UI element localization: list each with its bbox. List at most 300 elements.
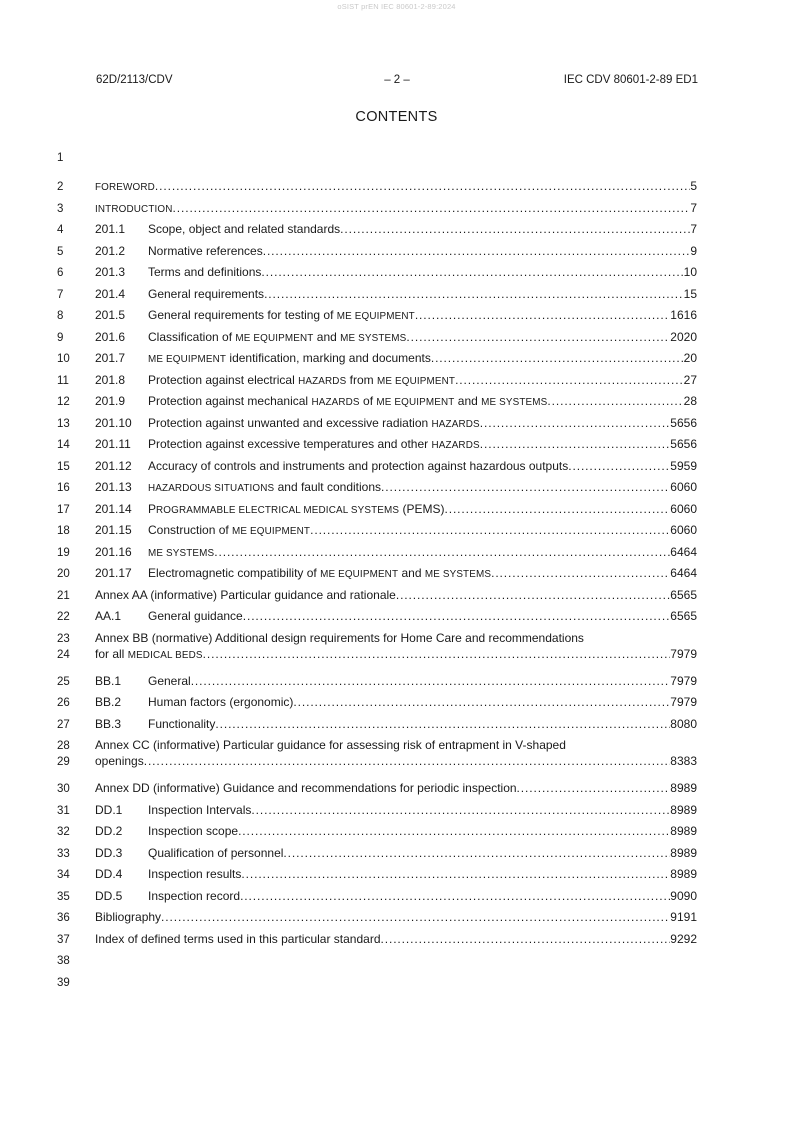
- entry-text: Human factors (ergonomic): [148, 695, 294, 709]
- line-number: 24: [57, 648, 70, 661]
- page-number: 9090: [670, 888, 697, 903]
- dot-leader: [455, 374, 684, 386]
- page-number: 7: [690, 200, 697, 215]
- toc-entry[interactable]: [0, 631, 793, 647]
- defined-term: INTRODUCTION: [95, 203, 173, 215]
- line-number: 12: [57, 396, 70, 408]
- entry-text: Qualification of personnel: [148, 845, 284, 860]
- line-number: 23: [57, 632, 70, 645]
- dot-leader: [431, 352, 684, 364]
- entry-title: [95, 179, 155, 193]
- header-page-marker: – 2 –: [384, 74, 410, 86]
- defined-term: P: [148, 501, 157, 516]
- entry-title: [148, 244, 263, 258]
- entry-body: [95, 201, 697, 215]
- entry-title: [148, 287, 264, 301]
- toc-entry[interactable]: [0, 910, 793, 932]
- dot-leader: [480, 438, 671, 450]
- toc-entry[interactable]: [0, 846, 793, 868]
- line-number: 5: [57, 245, 64, 258]
- page-number: 9: [690, 243, 697, 258]
- line-number: 36: [57, 912, 70, 924]
- entry-body: [95, 803, 697, 817]
- entry-body: [95, 523, 697, 537]
- toc-entry[interactable]: [0, 287, 793, 309]
- entry-body: [95, 781, 697, 795]
- clause-number: DD.4: [95, 867, 123, 881]
- toc-entry[interactable]: [0, 695, 793, 717]
- dot-leader: [261, 266, 683, 278]
- defined-term: ME SYSTEMS: [424, 569, 492, 580]
- line-number: 16: [57, 482, 70, 494]
- toc-entry[interactable]: [0, 867, 793, 889]
- line-number: 32: [57, 826, 70, 838]
- defined-term: ME EQUIPMENT: [376, 397, 455, 408]
- dot-leader: [396, 589, 670, 601]
- entry-title: [148, 545, 214, 559]
- entry-body: [95, 351, 697, 365]
- page-number: 8989: [670, 824, 697, 838]
- page-number: 7979: [670, 673, 697, 688]
- toc-entry[interactable]: [0, 394, 793, 416]
- toc-entry[interactable]: [0, 502, 793, 524]
- entry-text: from: [346, 372, 377, 387]
- entry-title: [148, 351, 431, 365]
- page-number: 6464: [670, 544, 697, 559]
- line-number: 8: [57, 310, 64, 322]
- entry-title: [95, 588, 396, 602]
- dot-leader: [161, 911, 670, 923]
- dot-leader: [381, 481, 670, 493]
- line-number: 7: [57, 288, 64, 301]
- entry-body: [95, 867, 697, 881]
- page-number: 7979: [670, 646, 697, 661]
- entry-text: Annex AA (informative) Particular guidance and rationale: [95, 587, 396, 602]
- toc-entry[interactable]: [0, 308, 793, 330]
- defined-term: HAZARDOUS SITUATIONS: [148, 483, 275, 494]
- toc-entry[interactable]: [0, 738, 793, 754]
- toc-entry[interactable]: [0, 781, 793, 803]
- entry-body: [95, 373, 697, 387]
- entry-text: Inspection scope: [148, 824, 239, 838]
- defined-term: HAZARDS: [431, 440, 480, 451]
- toc-entry[interactable]: [0, 717, 793, 739]
- entry-body: [95, 244, 697, 258]
- line-number: 9: [57, 331, 64, 344]
- page-title: CONTENTS: [355, 109, 438, 125]
- page-number: 8383: [670, 754, 697, 768]
- line-number: 10: [57, 353, 70, 365]
- toc-entry[interactable]: [0, 265, 793, 287]
- entry-text: and: [398, 566, 425, 580]
- toc-line-marker: [0, 975, 793, 997]
- entry-body: [95, 308, 697, 322]
- page-number: 6060: [670, 480, 697, 494]
- toc-entry[interactable]: [0, 244, 793, 266]
- entry-body: [95, 824, 697, 838]
- clause-number: 201.13: [95, 480, 132, 494]
- entry-text: General: [148, 673, 191, 688]
- entry-body: [95, 754, 697, 768]
- dot-leader: [293, 696, 670, 708]
- line-number: 20: [57, 568, 70, 580]
- page-number: 1616: [670, 308, 697, 322]
- toc-entry[interactable]: [0, 480, 793, 502]
- entry-title: [95, 910, 161, 924]
- toc-entry[interactable]: [0, 330, 793, 352]
- entry-body: [95, 910, 697, 924]
- clause-number: 201.14: [95, 501, 132, 516]
- entry-text: (PEMS): [399, 501, 445, 516]
- clause-number: BB.1: [95, 673, 122, 688]
- defined-term: ME EQUIPMENT: [235, 332, 314, 344]
- clause-number: 201.17: [95, 566, 132, 580]
- toc-entry[interactable]: [0, 609, 793, 631]
- page-number: 5656: [670, 415, 697, 430]
- defined-term: ME SYSTEMS: [148, 547, 215, 559]
- dot-leader: [283, 847, 670, 859]
- defined-term: HAZARDS: [431, 418, 480, 430]
- clause-number: 201.11: [95, 437, 131, 451]
- page-number: 10: [683, 265, 697, 279]
- entry-title: [148, 846, 283, 860]
- dot-leader: [214, 546, 670, 558]
- dot-leader: [263, 245, 691, 257]
- entry-title: [148, 222, 340, 236]
- entry-text: for all: [95, 646, 128, 661]
- entry-title: [148, 695, 293, 709]
- toc-entry[interactable]: [0, 373, 793, 395]
- clause-number: DD.3: [95, 845, 123, 860]
- defined-term: HAZARDS: [298, 375, 347, 387]
- toc-entry[interactable]: [0, 566, 793, 588]
- entry-title: [148, 394, 547, 408]
- toc-entry[interactable]: [0, 437, 793, 459]
- entry-body: [95, 287, 697, 301]
- line-number: 26: [57, 697, 70, 709]
- line-number: 27: [57, 718, 70, 731]
- page-number: 7: [690, 222, 697, 236]
- entry-text: and fault conditions: [274, 480, 382, 494]
- clause-number: 201.16: [95, 544, 132, 559]
- entry-text: Terms and definitions: [148, 265, 262, 279]
- toc-entry[interactable]: [0, 932, 793, 954]
- clause-number: 201.9: [95, 394, 126, 408]
- entry-body: [95, 394, 697, 408]
- line-number: 37: [57, 933, 70, 946]
- entry-text: Protection against electrical: [148, 372, 299, 387]
- line-number: 17: [57, 503, 70, 516]
- entry-text: Inspection Intervals: [148, 802, 252, 817]
- page-number: 20: [683, 351, 697, 365]
- running-header: [96, 74, 698, 90]
- entry-title: [95, 647, 203, 661]
- clause-number: DD.2: [95, 824, 123, 838]
- page-number: 5: [690, 179, 697, 193]
- defined-term: ME EQUIPMENT: [320, 569, 399, 580]
- entry-body: [95, 566, 697, 580]
- defined-term: FOREWORD: [95, 182, 155, 193]
- entry-body: [95, 717, 697, 731]
- entry-text: Accuracy of controls and instruments and protection against hazardous outputs: [148, 458, 569, 473]
- entry-text: Annex DD (informative) Guidance and recommendations for periodic inspection: [95, 781, 517, 795]
- defined-term: ME EQUIPMENT: [377, 375, 456, 387]
- clause-number: BB.2: [95, 695, 122, 709]
- dot-leader: [517, 782, 671, 794]
- entry-body: [95, 846, 697, 860]
- dot-leader: [381, 933, 671, 945]
- entry-title: [148, 609, 243, 623]
- toc-entry[interactable]: [0, 222, 793, 244]
- line-number: 22: [57, 611, 70, 623]
- entry-text: and: [313, 329, 341, 344]
- dot-leader: [173, 202, 691, 214]
- clause-number: 201.3: [95, 265, 126, 279]
- entry-text: General requirements: [148, 286, 265, 301]
- entry-title: [148, 502, 444, 516]
- toc-entry[interactable]: [0, 351, 793, 373]
- entry-title: [148, 566, 491, 580]
- page-number: 8989: [670, 781, 697, 795]
- entry-title: [148, 717, 215, 731]
- page-number: 8989: [670, 845, 697, 860]
- page-number: 8989: [670, 867, 697, 881]
- entry-text: Functionality: [148, 716, 216, 731]
- defined-term: MEDICAL BEDS: [127, 649, 203, 661]
- dot-leader: [415, 309, 670, 321]
- line-number: 19: [57, 546, 70, 559]
- toc-entry-continuation[interactable]: [0, 754, 793, 781]
- entry-body: [95, 222, 697, 236]
- entry-text: Protection against mechanical: [148, 394, 312, 408]
- line-number: 25: [57, 675, 70, 688]
- dot-leader: [191, 675, 671, 687]
- toc-entry[interactable]: [0, 459, 793, 481]
- entry-text: Index of defined terms used in this particular standard: [95, 931, 381, 946]
- page-number: 28: [683, 394, 697, 408]
- page-number: 9191: [670, 910, 697, 924]
- toc-entry[interactable]: [0, 179, 793, 201]
- clause-number: DD.5: [95, 888, 123, 903]
- defined-term: ME SYSTEMS: [481, 397, 548, 408]
- entry-text: Protection against unwanted and excessive radiation: [148, 415, 432, 430]
- entry-text: Electromagnetic compatibility of: [148, 566, 321, 580]
- dot-leader: [547, 395, 683, 407]
- line-number: 21: [57, 589, 70, 602]
- toc-entry-continuation[interactable]: [0, 647, 793, 674]
- entry-title: [148, 459, 568, 473]
- page-number: 6464: [670, 566, 697, 580]
- clause-number: AA.1: [95, 609, 122, 623]
- toc-entry[interactable]: [0, 416, 793, 438]
- line-number: 38: [57, 955, 70, 967]
- dot-leader: [310, 524, 670, 536]
- entry-title: [148, 480, 381, 494]
- entry-body: [95, 480, 697, 494]
- entry-text: General requirements for testing of: [148, 308, 337, 322]
- entry-title: [148, 330, 406, 344]
- clause-number: 201.12: [95, 458, 132, 473]
- page-number: 27: [683, 372, 697, 387]
- entry-title: [148, 373, 455, 387]
- line-number: 18: [57, 525, 70, 537]
- entry-body: [95, 609, 697, 623]
- dot-leader: [444, 503, 670, 515]
- toc-line-marker: [0, 953, 793, 975]
- defined-term: ME SYSTEMS: [340, 332, 407, 344]
- toc-entry[interactable]: [0, 523, 793, 545]
- entry-text: Scope, object and related standards: [148, 222, 341, 236]
- page-number: 7979: [670, 695, 697, 709]
- entry-body: [95, 179, 697, 193]
- entry-body: [95, 416, 697, 430]
- entry-text: Inspection record: [148, 888, 241, 903]
- line-number: 31: [57, 804, 70, 817]
- line-number: 35: [57, 890, 70, 903]
- defined-term: ROGRAMMABLE ELECTRICAL MEDICAL SYSTEMS: [156, 504, 400, 516]
- dot-leader: [241, 868, 670, 880]
- toc-entry[interactable]: [0, 545, 793, 567]
- entry-text: openings: [95, 754, 144, 768]
- line-number: 3: [57, 202, 64, 215]
- dot-leader: [240, 890, 670, 902]
- dot-leader: [480, 417, 671, 429]
- entry-body: [95, 437, 697, 451]
- page-number: 6565: [670, 587, 697, 602]
- entry-text: Inspection results: [148, 867, 242, 881]
- line-number: 33: [57, 847, 70, 860]
- entry-text: General guidance: [148, 609, 243, 623]
- clause-number: 201.1: [95, 222, 126, 236]
- header-document-number: 62D/2113/CDV: [96, 74, 173, 86]
- clause-number: 201.4: [95, 286, 126, 301]
- defined-term: ME EQUIPMENT: [232, 526, 311, 537]
- entry-body: [95, 889, 697, 903]
- line-number: 30: [57, 783, 70, 795]
- entry-title: [148, 674, 191, 688]
- dot-leader: [144, 755, 671, 767]
- entry-text: Protection against excessive temperatures and other: [148, 437, 432, 451]
- dot-leader: [155, 180, 690, 192]
- page-number: 8080: [670, 716, 697, 731]
- dot-leader: [251, 804, 670, 816]
- entry-title: [148, 265, 261, 279]
- entry-title: [148, 308, 415, 322]
- entry-body: [95, 932, 697, 946]
- toc-entry[interactable]: [0, 824, 793, 846]
- defined-term: ME EQUIPMENT: [148, 354, 227, 365]
- page-number: 8989: [670, 802, 697, 817]
- toc-entry[interactable]: [0, 803, 793, 825]
- entry-text: Normative references: [148, 243, 263, 258]
- entry-body: [95, 647, 697, 661]
- entry-title: [95, 201, 173, 215]
- dot-leader: [203, 648, 671, 660]
- entry-title: [95, 932, 381, 946]
- entry-text: of: [359, 394, 377, 408]
- line-number: 39: [57, 976, 70, 989]
- entry-title: [148, 437, 480, 451]
- entry-body: [95, 674, 697, 688]
- entry-text: Bibliography: [95, 910, 162, 924]
- page-number: 5959: [670, 458, 697, 473]
- defined-term: HAZARDS: [311, 397, 360, 408]
- entry-text: and: [454, 394, 482, 408]
- line-number: 28: [57, 740, 70, 752]
- toc-entry[interactable]: [0, 674, 793, 696]
- entry-title: [95, 781, 517, 795]
- dot-leader: [215, 718, 670, 730]
- dot-leader: [340, 223, 690, 235]
- entry-title: [148, 803, 251, 817]
- entry-title: [148, 889, 240, 903]
- entry-title: [148, 416, 480, 430]
- entry-text: Construction of: [148, 523, 233, 537]
- dot-leader: [264, 288, 684, 300]
- dot-leader: [406, 331, 670, 343]
- page-number: 9292: [670, 931, 697, 946]
- clause-number: DD.1: [95, 802, 123, 817]
- line-number: 14: [57, 439, 70, 451]
- entry-body: [95, 330, 697, 344]
- entry-title: [148, 867, 241, 881]
- page-number: 6060: [670, 501, 697, 516]
- clause-number: 201.15: [95, 523, 132, 537]
- entry-body: [95, 459, 697, 473]
- line-number: 13: [57, 417, 70, 430]
- page-number: 15: [683, 286, 697, 301]
- page-number: 6565: [670, 609, 697, 623]
- spacer: [0, 171, 793, 179]
- clause-number: 201.10: [95, 415, 132, 430]
- line-number: 6: [57, 267, 64, 279]
- dot-leader: [568, 460, 670, 472]
- line-number: 4: [57, 224, 64, 236]
- clause-number: 201.7: [95, 351, 126, 365]
- dot-leader: [243, 610, 671, 622]
- entry-text: identification, marking and documents: [226, 351, 431, 365]
- table-of-contents: [0, 150, 793, 996]
- clause-number: 201.8: [95, 372, 126, 387]
- dot-leader: [238, 825, 670, 837]
- entry-title: [95, 754, 144, 768]
- page-number: 2020: [670, 329, 697, 344]
- page-number: 5656: [670, 437, 697, 451]
- clause-number: 201.2: [95, 243, 126, 258]
- line-number: 34: [57, 869, 70, 881]
- clause-number: 201.5: [95, 308, 126, 322]
- line-number: 29: [57, 756, 70, 768]
- clause-number: BB.3: [95, 716, 122, 731]
- dot-leader: [491, 567, 670, 579]
- page-number: 6060: [670, 523, 697, 537]
- toc-entry[interactable]: [0, 588, 793, 610]
- entry-body: [95, 265, 697, 279]
- line-number: 1: [57, 152, 64, 164]
- toc-entry[interactable]: [0, 889, 793, 911]
- line-number: 11: [57, 374, 69, 387]
- header-standard-reference: IEC CDV 80601-2-89 ED1: [563, 74, 698, 86]
- entry-title: Annex CC (informative) Particular guidance for assessing risk of entrapment in V-shaped: [95, 738, 566, 752]
- line-number: 15: [57, 460, 70, 473]
- entry-title: Annex BB (normative) Additional design requirements for Home Care and recommendations: [95, 630, 584, 645]
- defined-term: ME EQUIPMENT: [336, 311, 415, 322]
- entry-title: [148, 824, 238, 838]
- entry-body: [95, 695, 697, 709]
- entry-body: [95, 588, 697, 602]
- toc-entry[interactable]: [0, 201, 793, 223]
- entry-title: [148, 523, 310, 537]
